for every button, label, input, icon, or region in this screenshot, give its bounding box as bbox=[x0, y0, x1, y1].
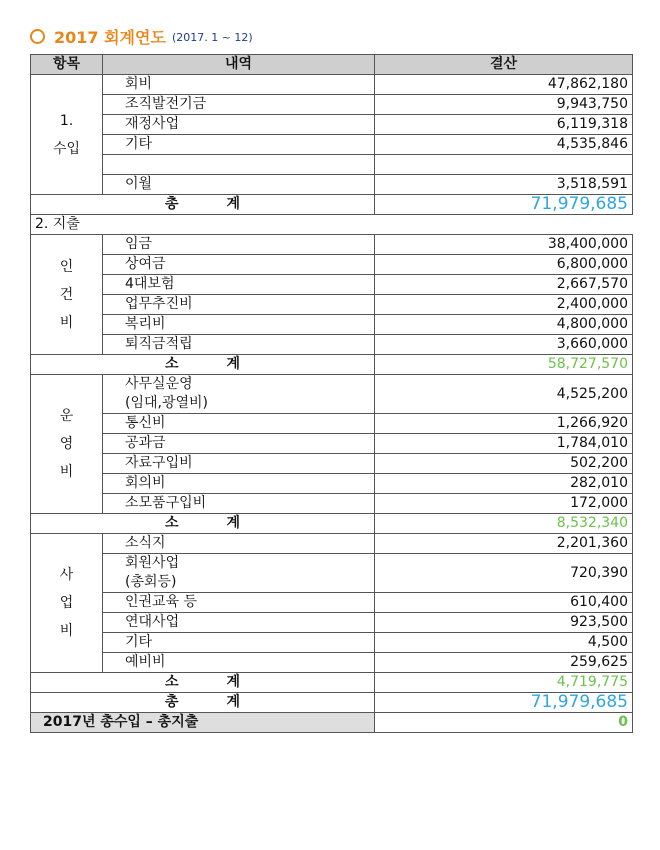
project-group-label: 사 업 비 bbox=[31, 534, 103, 673]
income-group-label: 1. 수입 bbox=[31, 75, 103, 195]
project-amount: 2,201,360 bbox=[375, 534, 633, 554]
personnel-item: 복리비 bbox=[103, 315, 375, 335]
table-row bbox=[31, 175, 633, 195]
personnel-amount: 4,800,000 bbox=[375, 315, 633, 335]
table-row bbox=[31, 593, 633, 613]
table-row bbox=[31, 155, 633, 175]
operation-amount: 1,784,010 bbox=[375, 434, 633, 454]
income-item: 이월 bbox=[103, 175, 375, 195]
table-row bbox=[31, 295, 633, 315]
project-amount: 610,400 bbox=[375, 593, 633, 613]
operation-amount: 502,200 bbox=[375, 454, 633, 474]
income-item bbox=[103, 155, 375, 175]
project-item: 인권교육 등 bbox=[103, 593, 375, 613]
grand-total-label: 총 계 bbox=[31, 693, 375, 713]
income-item: 조직발전기금 bbox=[103, 95, 375, 115]
income-amount: 3,518,591 bbox=[375, 175, 633, 195]
operation-item: 자료구입비 bbox=[103, 454, 375, 474]
income-item: 기타 bbox=[103, 135, 375, 155]
table-row bbox=[31, 534, 633, 554]
table-row bbox=[31, 414, 633, 434]
personnel-amount: 3,660,000 bbox=[375, 335, 633, 355]
table-row bbox=[31, 375, 633, 414]
operation-item: 통신비 bbox=[103, 414, 375, 434]
operation-subtotal-value: 8,532,340 bbox=[375, 514, 633, 534]
operation-item: 회의비 bbox=[103, 474, 375, 494]
project-item: 예비비 bbox=[103, 653, 375, 673]
table-row bbox=[31, 75, 633, 95]
project-item: 회원사업 (총회등) bbox=[103, 554, 375, 593]
personnel-subtotal-value: 58,727,570 bbox=[375, 355, 633, 375]
income-amount bbox=[375, 155, 633, 175]
personnel-amount: 2,667,570 bbox=[375, 275, 633, 295]
income-item: 재정사업 bbox=[103, 115, 375, 135]
income-item: 회비 bbox=[103, 75, 375, 95]
income-amount: 9,943,750 bbox=[375, 95, 633, 115]
expense-title: 2. 지출 bbox=[31, 215, 633, 235]
circle-outline-icon bbox=[30, 29, 45, 44]
table-row bbox=[31, 613, 633, 633]
table-row bbox=[31, 633, 633, 653]
project-amount: 923,500 bbox=[375, 613, 633, 633]
header-category: 항목 bbox=[31, 55, 103, 75]
table-row bbox=[31, 554, 633, 593]
operation-subtotal-row bbox=[31, 514, 633, 534]
table-row bbox=[31, 494, 633, 514]
income-total-row bbox=[31, 195, 633, 215]
personnel-subtotal-row bbox=[31, 355, 633, 375]
budget-table bbox=[30, 54, 633, 733]
balance-value: 0 bbox=[375, 713, 633, 733]
operation-group-label: 운 영 비 bbox=[31, 375, 103, 514]
income-amount: 47,862,180 bbox=[375, 75, 633, 95]
table-row bbox=[31, 275, 633, 295]
personnel-item: 상여금 bbox=[103, 255, 375, 275]
income-amount: 4,535,846 bbox=[375, 135, 633, 155]
grand-total-value: 71,979,685 bbox=[375, 693, 633, 713]
page-title bbox=[30, 24, 253, 48]
operation-amount: 282,010 bbox=[375, 474, 633, 494]
project-amount: 4,500 bbox=[375, 633, 633, 653]
project-subtotal-label: 소 계 bbox=[31, 673, 375, 693]
table-row bbox=[31, 255, 633, 275]
table-header bbox=[31, 55, 633, 75]
operation-amount: 1,266,920 bbox=[375, 414, 633, 434]
header-item: 내역 bbox=[103, 55, 375, 75]
header-amount: 결산 bbox=[375, 55, 633, 75]
table-row bbox=[31, 474, 633, 494]
balance-row bbox=[31, 713, 633, 733]
table-row bbox=[31, 235, 633, 255]
table-row bbox=[31, 434, 633, 454]
operation-item: 사무실운영 (임대,광열비) bbox=[103, 375, 375, 414]
project-amount: 720,390 bbox=[375, 554, 633, 593]
table-row bbox=[31, 115, 633, 135]
project-subtotal-value: 4,719,775 bbox=[375, 673, 633, 693]
personnel-amount: 38,400,000 bbox=[375, 235, 633, 255]
balance-label: 2017년 총수입 – 총지출 bbox=[31, 713, 375, 733]
personnel-item: 4대보험 bbox=[103, 275, 375, 295]
operation-subtotal-label: 소 계 bbox=[31, 514, 375, 534]
project-amount: 259,625 bbox=[375, 653, 633, 673]
table-row bbox=[31, 95, 633, 115]
project-subtotal-row bbox=[31, 673, 633, 693]
project-item: 연대사업 bbox=[103, 613, 375, 633]
project-item: 기타 bbox=[103, 633, 375, 653]
table-row bbox=[31, 135, 633, 155]
personnel-group-label: 인 건 비 bbox=[31, 235, 103, 355]
income-total-value: 71,979,685 bbox=[375, 195, 633, 215]
title-main: 2017 회계연도 bbox=[54, 27, 166, 47]
operation-amount: 4,525,200 bbox=[375, 375, 633, 414]
income-total-label: 총 계 bbox=[31, 195, 375, 215]
personnel-item: 퇴직금적립 bbox=[103, 335, 375, 355]
grand-total-row bbox=[31, 693, 633, 713]
title-period: (2017. 1 ~ 12) bbox=[171, 31, 253, 44]
table-row bbox=[31, 315, 633, 335]
table-row bbox=[31, 335, 633, 355]
personnel-item: 임금 bbox=[103, 235, 375, 255]
operation-item: 공과금 bbox=[103, 434, 375, 454]
personnel-subtotal-label: 소 계 bbox=[31, 355, 375, 375]
expense-section-title bbox=[31, 215, 633, 235]
operation-item: 소모품구입비 bbox=[103, 494, 375, 514]
table-row bbox=[31, 454, 633, 474]
project-item: 소식지 bbox=[103, 534, 375, 554]
personnel-amount: 6,800,000 bbox=[375, 255, 633, 275]
table-row bbox=[31, 653, 633, 673]
personnel-item: 업무추진비 bbox=[103, 295, 375, 315]
personnel-amount: 2,400,000 bbox=[375, 295, 633, 315]
operation-amount: 172,000 bbox=[375, 494, 633, 514]
income-amount: 6,119,318 bbox=[375, 115, 633, 135]
